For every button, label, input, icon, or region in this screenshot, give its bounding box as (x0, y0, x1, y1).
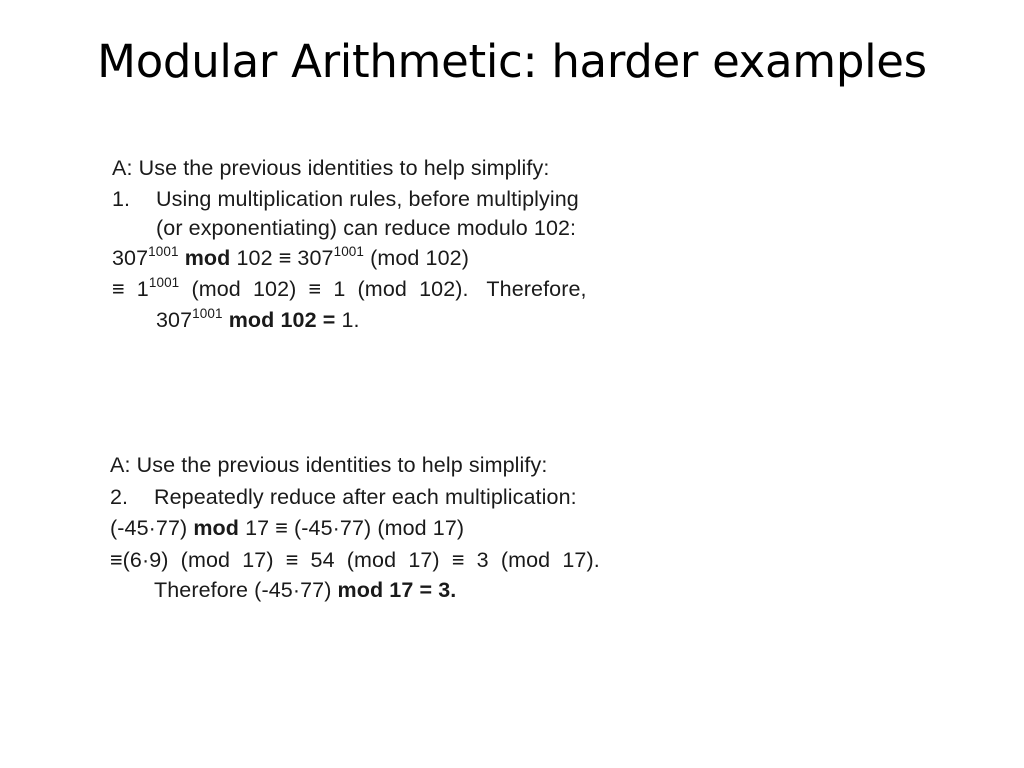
eq3-result: 1. (341, 307, 360, 332)
eq3-tail: 102 = (274, 307, 342, 332)
example-1-intro: A: Use the previous identities to help simplify: (112, 156, 550, 180)
ex2-eq1-lead: (-45·77) (110, 516, 194, 540)
example-1-block (112, 153, 672, 335)
ex2-eq1-mod-keyword: mod (193, 516, 240, 540)
example-1-item-text-1: Using multiplication rules, before multiplying (156, 186, 579, 211)
eq1-exponent-2: 1001 (333, 243, 365, 259)
example-1-equation-1 (112, 243, 672, 275)
eq3-mod-keyword: mod (228, 307, 275, 332)
example-2-item-number: 2. (110, 484, 129, 509)
example-1-equation-2 (112, 274, 672, 306)
example-2-equation-2: ≡(6·9) (mod 17) ≡ 54 (mod 17) ≡ 3 (mod 17). (110, 547, 600, 572)
eq2-exponent: 1001 (148, 275, 180, 290)
eq3-base: 307 (156, 307, 193, 332)
eq1-base: 307 (112, 245, 149, 270)
example-2-item-line-1 (110, 482, 670, 514)
ex2-eq3-lead: Therefore (-45·77) (154, 578, 338, 602)
example-2-equation-1 (110, 513, 670, 545)
ex2-eq1-tail: 17 ≡ (-45·77) (mod 17) (239, 516, 465, 540)
example-1-item-number: 1. (112, 186, 131, 211)
example-1-item-line-1 (112, 185, 672, 214)
eq1-tail: (mod 102) (364, 245, 469, 270)
example-1-item-line-2: (or exponentiating) can reduce modulo 102: (156, 215, 577, 240)
eq3-exponent: 1001 (192, 305, 223, 321)
eq2-lead: ≡ 1 (112, 277, 149, 301)
eq2-tail: (mod 102) ≡ 1 (mod 102). Therefore, (179, 277, 587, 301)
eq1-middle: 102 ≡ 307 (230, 245, 334, 270)
eq1-mod-keyword: mod (184, 245, 231, 270)
example-2-block (110, 450, 670, 605)
example-2-item-text-1: Repeatedly reduce after each multiplication: (154, 484, 577, 509)
ex2-eq3-mod-keyword: mod (337, 578, 384, 602)
example-2-intro: A: Use the previous identities to help simplify: (110, 453, 548, 477)
eq1-exponent: 1001 (148, 243, 179, 259)
slide-title: Modular Arithmetic: harder examples (97, 35, 927, 88)
example-2-equation-3 (110, 576, 670, 605)
ex2-eq3-tail: 17 = 3. (383, 578, 457, 602)
example-1-equation-3 (112, 306, 672, 335)
